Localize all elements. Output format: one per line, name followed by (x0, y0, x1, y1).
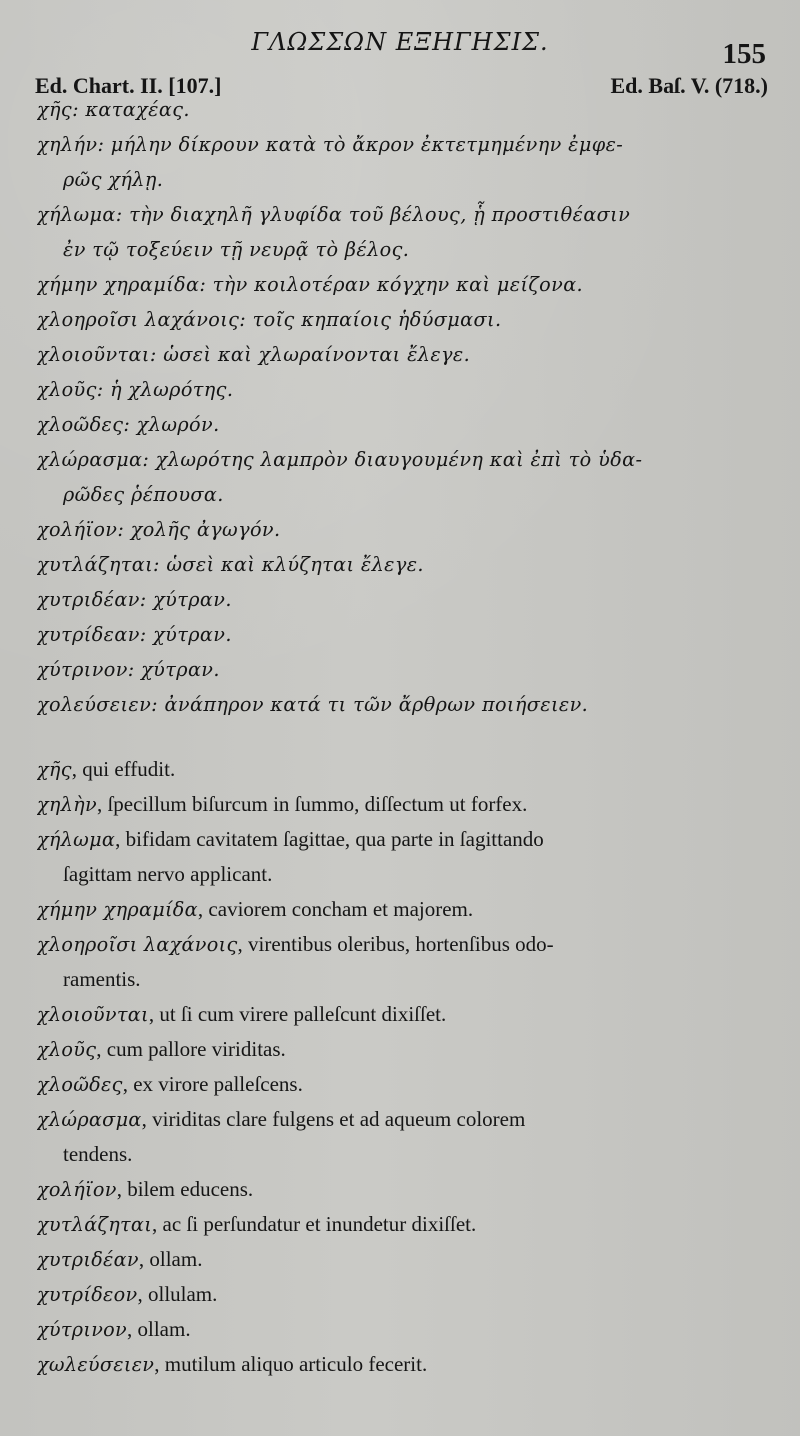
greek-lemma: χηλὴν (37, 793, 97, 816)
greek-gloss-continuation: ρῶδες ῥέπουσα. (63, 483, 224, 506)
greek-gloss-line: χηλήν: μήλην δίκρουν κατὰ τὸ ἄκρον ἐκτετμημένην ἐμφε- (37, 133, 624, 156)
greek-gloss-line: χλοῶδες: χλωρόν. (37, 413, 220, 436)
latin-gloss-text: , ollam. (138, 1247, 203, 1271)
greek-glossary (37, 92, 767, 722)
latin-gloss-line (37, 892, 767, 927)
greek-lemma: χλοηροῖσι λαχάνοις (37, 933, 238, 956)
latin-gloss-text: , cum pallore viriditas. (96, 1037, 286, 1061)
greek-lemma: χῆς (37, 758, 72, 781)
greek-gloss-line: χήμην χηραμίδα: τὴν κοιλοτέραν κόγχην καὶ μείζονα. (37, 273, 584, 296)
latin-gloss-continuation (37, 857, 767, 892)
latin-gloss-line (37, 927, 767, 962)
latin-gloss-line (37, 997, 767, 1032)
latin-gloss-line (37, 1102, 767, 1137)
greek-lemma: χυτριδέαν (37, 1248, 139, 1271)
greek-gloss-line: χήλωμα: τὴν διαχηλῆ γλυφίδα τοῦ βέλους, ᾗ προστιθέασιν (37, 203, 631, 226)
latin-gloss-line (37, 822, 767, 857)
latin-gloss-line (37, 1067, 767, 1102)
latin-gloss-text: , virentibus oleribus, hortenſibus odo- (237, 932, 554, 956)
latin-gloss-line (37, 1277, 767, 1312)
greek-lemma: χολήϊον (37, 1178, 117, 1201)
latin-gloss-line (37, 787, 767, 822)
greek-gloss-line: χύτρινον: χύτραν. (37, 658, 220, 681)
greek-gloss-line: χολήϊον: χολῆς ἀγωγόν. (37, 518, 281, 541)
greek-gloss-line: χλώρασμα: χλωρότης λαμπρὸν διαυγουμένη καὶ ἐπὶ τὸ ὑδα- (37, 448, 643, 471)
greek-lemma: χύτρινον (37, 1318, 127, 1341)
latin-gloss-text: , mutilum aliquo articulo fecerit. (154, 1352, 428, 1376)
latin-gloss-text: ramentis. (63, 967, 141, 991)
page-number: 155 (722, 38, 766, 70)
latin-gloss-text: , caviorem concham et majorem. (197, 897, 474, 921)
greek-gloss-line: χυτριδέαν: χύτραν. (37, 588, 232, 611)
latin-gloss-line (37, 1242, 767, 1277)
latin-gloss-line (37, 752, 767, 787)
latin-gloss-text: , qui effudit. (71, 757, 176, 781)
greek-lemma: χυτλάζηται (37, 1213, 153, 1236)
greek-lemma: χωλεύσειεν (37, 1353, 155, 1376)
greek-gloss-line: χυτρίδεαν: χύτραν. (37, 623, 232, 646)
latin-gloss-line (37, 1032, 767, 1067)
greek-gloss-line: χυτλάζηται: ὡσεὶ καὶ κλύζηται ἔλεγε. (37, 553, 424, 576)
greek-lemma: χλοῦς (37, 1038, 97, 1061)
latin-gloss-line (37, 1207, 767, 1242)
greek-gloss-line: χῆς: καταχέας. (37, 98, 190, 121)
greek-gloss-line: χλοιοῦνται: ὡσεὶ καὶ χλωραίνονται ἔλεγε. (37, 343, 471, 366)
greek-gloss-line: χολεύσειεν: ἀνάπηρον κατά τι τῶν ἄρθρων ποιήσειεν. (37, 693, 589, 716)
greek-gloss-line: χλοηροῖσι λαχάνοις: τοῖς κηπαίοις ἡδύσμασι. (37, 308, 502, 331)
latin-gloss-text: , ex virore palleſcens. (122, 1072, 303, 1096)
latin-gloss-text: , ac ſi perſundatur et inundetur dixiſſet. (152, 1212, 477, 1236)
greek-gloss-line: χλοῦς: ἡ χλωρότης. (37, 378, 234, 401)
latin-gloss-continuation (37, 962, 767, 997)
greek-lemma: χήλωμα (37, 828, 116, 851)
latin-gloss-line (37, 1312, 767, 1347)
running-title: ΓΛΩΣΣΩΝ ΕΞΗΓΗΣΙΣ. (251, 28, 549, 56)
basel-edition-reference: Ed. Baſ. V. (718.) (610, 73, 768, 98)
greek-gloss-continuation: ἐν τῷ τοξεύειν τῇ νευρᾷ τὸ βέλος. (63, 238, 410, 261)
latin-gloss-text: , ollulam. (137, 1282, 218, 1306)
greek-lemma: χυτρίδεον (37, 1283, 138, 1306)
latin-gloss-text: , bilem educens. (116, 1177, 254, 1201)
latin-gloss-text: , ut ſi cum virere palleſcunt dixiſſet. (148, 1002, 447, 1026)
latin-gloss-continuation (37, 1137, 767, 1172)
latin-gloss-text: , viriditas clare fulgens et ad aqueum colorem (141, 1107, 526, 1131)
greek-gloss-continuation: ρῶς χήλῃ. (63, 168, 164, 191)
greek-lemma: χλοῶδες (37, 1073, 123, 1096)
chartier-edition-reference: Ed. Chart. II. [107.] (35, 73, 222, 98)
latin-gloss-text: , bifidam cavitatem ſagittae, qua parte in ſagittando (115, 827, 544, 851)
greek-lemma: χήμην χηραμίδα (37, 898, 198, 921)
latin-gloss-line (37, 1172, 767, 1207)
latin-glossary (37, 752, 767, 1382)
latin-gloss-text: tendens. (63, 1142, 133, 1166)
latin-gloss-text: ſagittam nervo applicant. (63, 862, 273, 886)
latin-gloss-text: , ollam. (127, 1317, 191, 1341)
latin-gloss-text: , ſpecillum biſurcum in ſummo, diſſectum ut forfex. (96, 792, 528, 816)
greek-lemma: χλώρασμα (37, 1108, 142, 1131)
greek-lemma: χλοιοῦνται (37, 1003, 149, 1026)
latin-gloss-line (37, 1347, 767, 1382)
